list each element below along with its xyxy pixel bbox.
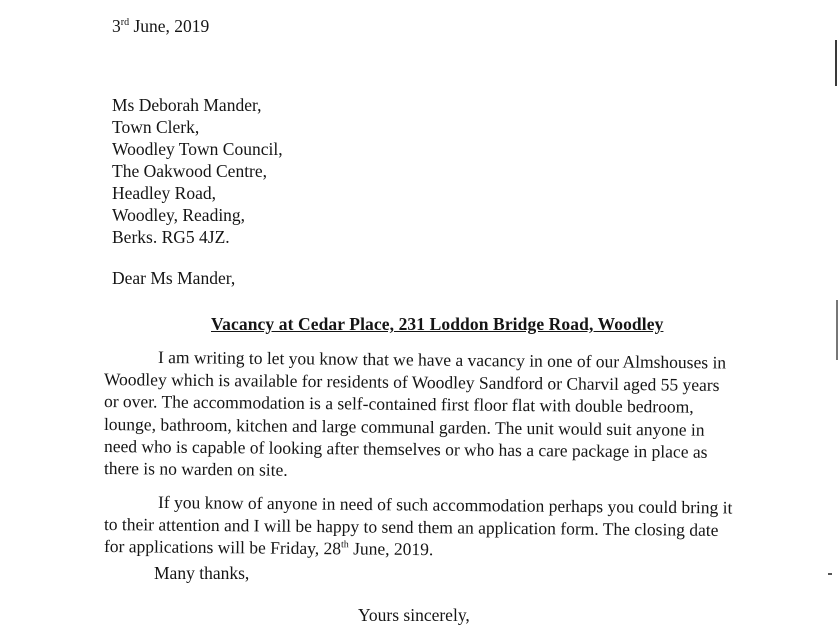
paragraph2-line: to their attention and I will be happy to send them an application form. The closing date [103,514,719,540]
recipient-title: Town Clerk, [112,117,200,137]
paragraph2-line: for applications will be Friday, 28th June, 2019. [103,536,434,560]
recipient-address-line: The Oakwood Centre, [112,161,268,181]
scan-edge-mark [836,300,838,360]
paragraph2-line: If you know of anyone in need of such accommodation perhaps you could bring it [157,492,733,518]
paragraph1-line: lounge, bathroom, kitchen and large communal garden. The unit would suit anyone in [103,414,705,440]
paragraph1-line: Woodley which is available for residents of Woodley Sandford or Charvil aged 55 years [103,369,720,395]
paragraph1-line: need who is capable of looking after themselves or who has a care package in place as [103,436,708,462]
signoff: Yours sincerely, [358,605,470,625]
recipient-address-line: Woodley, Reading, [112,205,246,225]
subject-heading: Vacancy at Cedar Place, 231 Loddon Bridge Road, Woodley [211,314,664,334]
paragraph1-line: or over. The accommodation is a self-contained first floor flat with double bedroom, [103,391,694,417]
salutation: Dear Ms Mander, [112,268,236,288]
scan-edge-mark [835,40,837,86]
recipient-address-line: Headley Road, [112,183,216,203]
paragraph1-line: I am writing to let you know that we have a vacancy in one of our Almshouses in [157,347,727,373]
closing-thanks: Many thanks, [154,563,250,583]
scan-speck [828,573,832,575]
paragraph1-line: there is no warden on site. [103,458,288,480]
recipient-name: Ms Deborah Mander, [112,95,262,115]
letter-date: 3rd June, 2019 [112,16,210,36]
recipient-organisation: Woodley Town Council, [112,139,283,159]
recipient-address-line: Berks. RG5 4JZ. [112,227,230,247]
